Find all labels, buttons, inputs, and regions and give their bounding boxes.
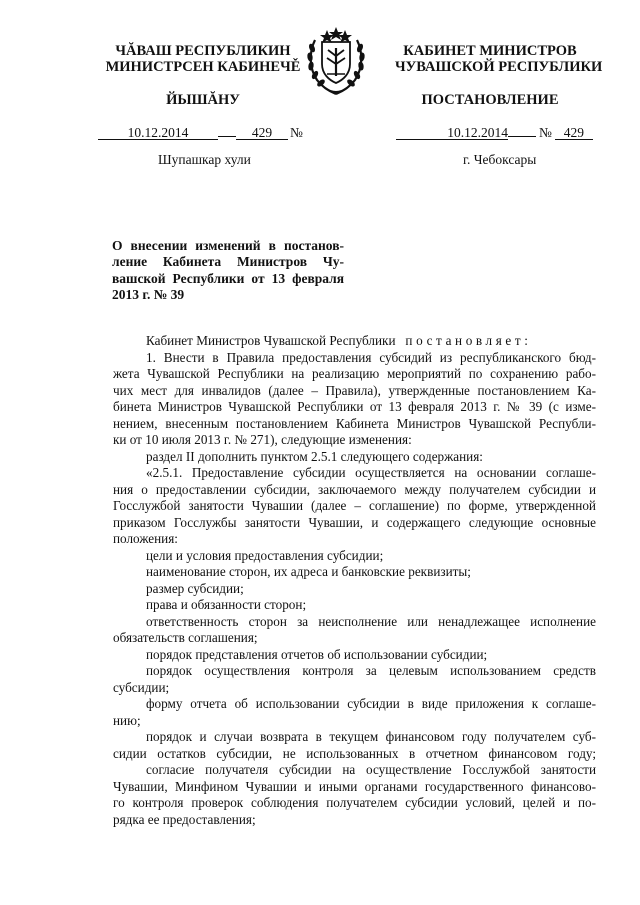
- left-doc-type: ЙЫШĂНУ: [166, 92, 240, 108]
- body-line: обязательств соглашения;: [113, 630, 258, 645]
- body-line: цели и условия предоставления субсидии;: [146, 547, 384, 563]
- left-number-field: [236, 125, 288, 140]
- right-doc-type: ПОСТАНОВЛЕНИЕ: [421, 92, 559, 108]
- body-line: «2.5.1. Предоставление субсидии осуществляется на основании соглаше-: [146, 465, 596, 480]
- body-line: нением, внесенным постановлением Кабинета Министров Чувашской Республи-: [113, 415, 596, 431]
- body-line: форму отчета об использовании субсидии в виде приложения к соглаше-: [146, 696, 596, 711]
- body-line: согласие получателя субсидии на осуществление Госслужбой занятости: [146, 762, 596, 777]
- body-line: ответственность сторон за неисполнение или ненадлежащее исполнение: [146, 613, 596, 629]
- body-line: Госслужбой занятости Чувашии (далее – соглашение) по форме, утвержденной: [113, 498, 596, 513]
- right-org-name-line1: КАБИНЕТ МИНИСТРОВ: [403, 43, 577, 59]
- body-line: права и обязанности сторон;: [146, 597, 307, 612]
- title-line: О внесении изменений в постанов-: [112, 238, 344, 253]
- right-date: 10.12.2014: [447, 125, 508, 140]
- right-number: 429: [563, 125, 585, 140]
- intro-lead: Кабинет Министров Чувашской Республики: [146, 333, 396, 348]
- intro-spaced: постановляет:: [405, 333, 532, 348]
- body-line: порядок осуществления контроля за целевым использованием средств: [146, 663, 596, 678]
- body-line: го контроля проверок соблюдения получателем субсидии условий, целей и по-: [113, 795, 596, 810]
- body-line: бинета Министров Чувашской Республики от 13 февраля 2013 г. № 39 (с изме-: [113, 399, 596, 414]
- title-line: вашской Республики от 13 февраля: [112, 270, 344, 286]
- body-line: наименование сторон, их адреса и банковские реквизиты;: [146, 564, 471, 579]
- body-line: чих мест для инвалидов (далее – Правила), утвержденные постановлением Ка-: [113, 382, 596, 398]
- body-line: жета Чувашской Республики на реализацию мероприятий по сохранению рабо-: [113, 366, 596, 381]
- title-line: 2013 г. № 39: [112, 286, 185, 302]
- body-line: Чувашии, Минфином Чувашии и иными органами государственного финансово-: [113, 778, 596, 794]
- body-line: размер субсидии;: [146, 580, 244, 596]
- right-number-field: [555, 125, 593, 140]
- title-line: ление Кабинета Министров Чу-: [112, 254, 344, 270]
- left-date-field: [98, 125, 218, 140]
- body-line: рядка ее предоставления;: [113, 811, 256, 827]
- left-number-sign: №: [290, 125, 303, 140]
- document-body: [113, 333, 596, 828]
- body-line: приказом Госслужбы занятости Чувашии, и содержащего следующие основные: [113, 514, 596, 530]
- coat-of-arms-icon: [305, 26, 367, 98]
- body-line: сидии остатков субсидии, не использованных в отчетном финансовом году;: [113, 745, 596, 761]
- left-org-name-line1: ЧĂВАШ РЕСПУБЛИКИН: [115, 43, 291, 59]
- body-line: нию;: [113, 712, 141, 728]
- right-city: г. Чебоксары: [463, 152, 537, 167]
- right-org-name-line2: ЧУВАШСКОЙ РЕСПУБЛИКИ: [395, 59, 603, 75]
- left-registration-line: [98, 122, 303, 141]
- right-date-field: [396, 125, 508, 140]
- body-line: субсидии;: [113, 679, 170, 695]
- body-line: положения:: [113, 531, 178, 546]
- body-line: 1. Внести в Правила предоставления субсидий из республиканского бюд-: [146, 349, 596, 365]
- body-line: порядок и случаи возврата в текущем финансовом году получателем суб-: [146, 729, 596, 744]
- left-number: 429: [251, 125, 273, 140]
- left-date: 10.12.2014: [127, 125, 189, 140]
- left-org-name-line2: МИНИСТРСЕН КАБИНЕЧĚ: [105, 59, 301, 75]
- body-line: ки от 10 июля 2013 г. № 271), следующие изменения:: [113, 432, 412, 447]
- left-city: Шупашкар хули: [158, 152, 251, 167]
- body-line: порядок представления отчетов об использовании субсидии;: [146, 646, 488, 662]
- body-line: ния о предоставлении субсидии, заключаемого между получателем субсидии и: [113, 481, 596, 497]
- document-title: [112, 238, 344, 303]
- body-intro: [113, 333, 596, 350]
- body-line: раздел II дополнить пунктом 2.5.1 следующего содержания:: [146, 448, 483, 464]
- right-number-sign: №: [539, 125, 552, 140]
- right-registration-line: [396, 122, 593, 141]
